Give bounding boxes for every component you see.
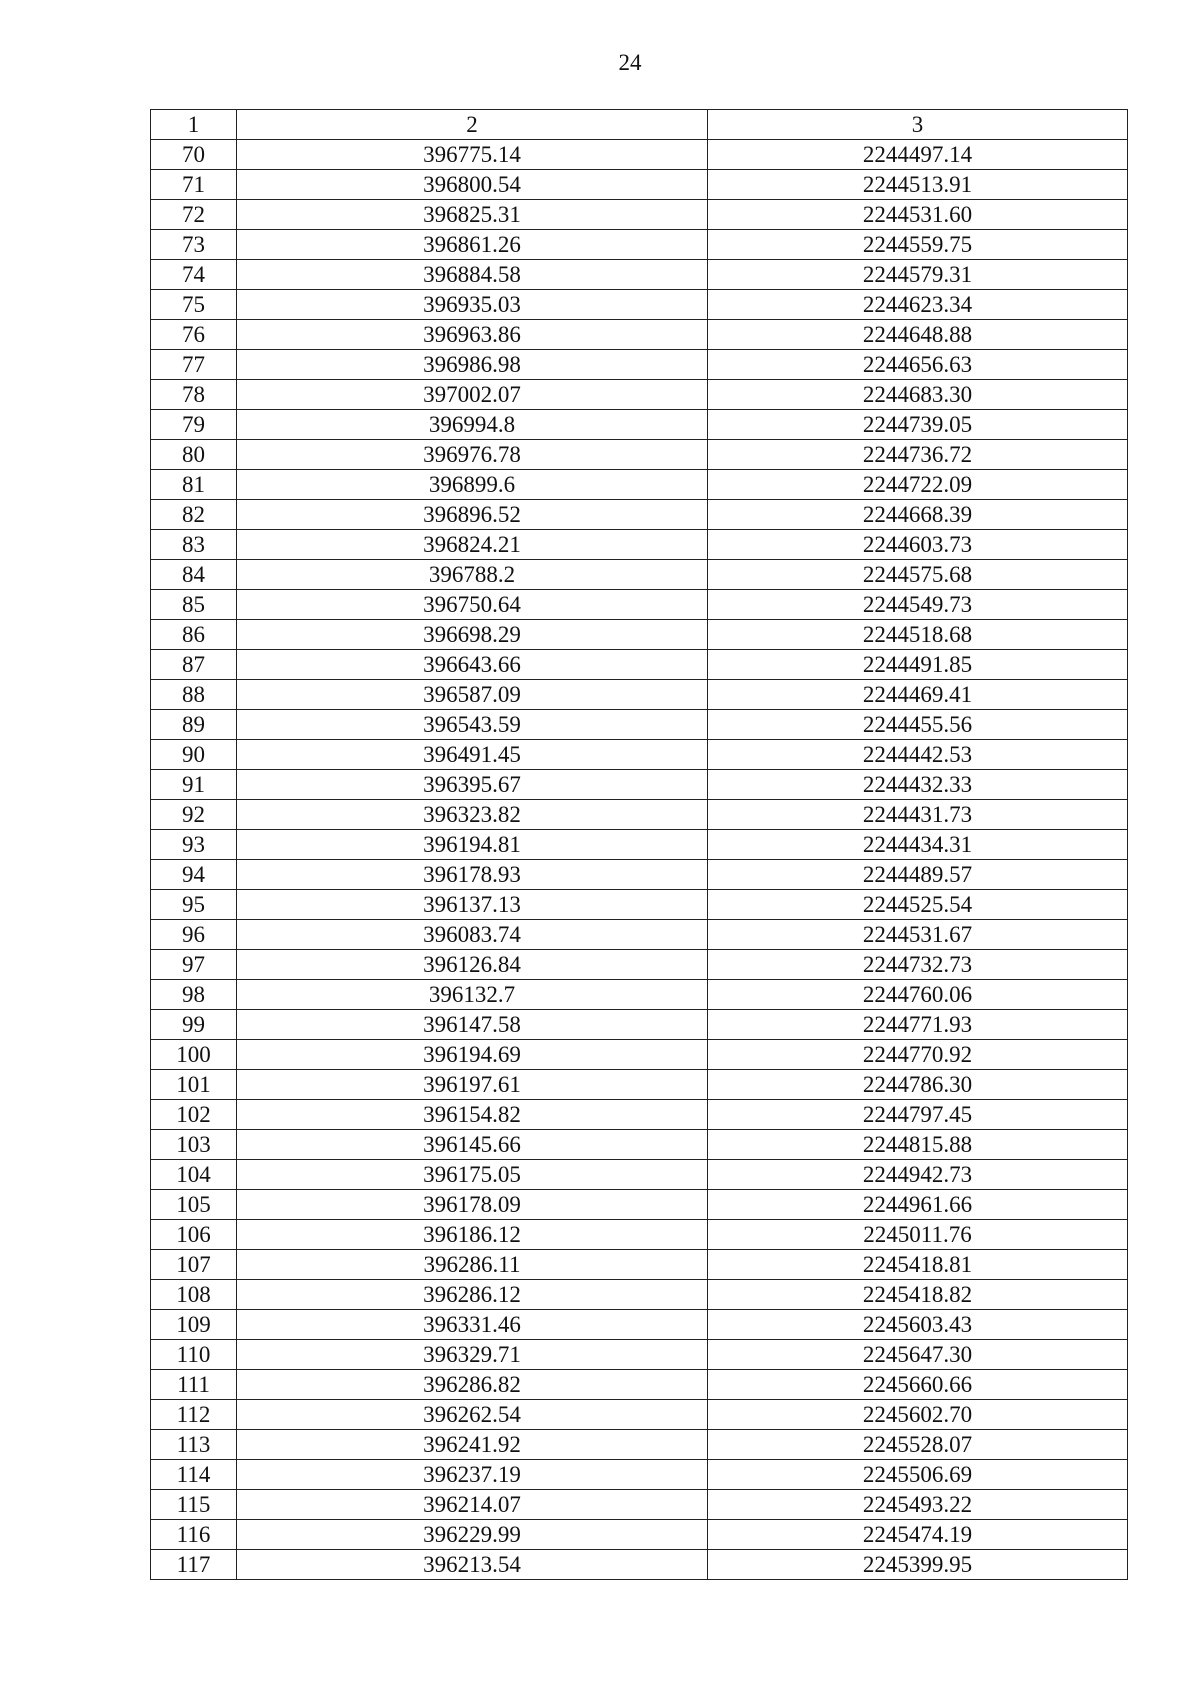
- x-coordinate-cell: 396750.64: [237, 590, 708, 620]
- y-coordinate-cell: 2244455.56: [708, 710, 1128, 740]
- x-coordinate-cell: 396214.07: [237, 1490, 708, 1520]
- x-coordinate-cell: 396899.6: [237, 470, 708, 500]
- x-coordinate-cell: 396788.2: [237, 560, 708, 590]
- table-row: [151, 1220, 1128, 1250]
- x-coordinate-cell: 396132.7: [237, 980, 708, 1010]
- table-row: [151, 470, 1128, 500]
- y-coordinate-cell: 2245493.22: [708, 1490, 1128, 1520]
- y-coordinate-cell: 2244575.68: [708, 560, 1128, 590]
- point-number-cell: 114: [151, 1460, 237, 1490]
- point-number-cell: 97: [151, 950, 237, 980]
- x-coordinate-cell: 396587.09: [237, 680, 708, 710]
- x-coordinate-cell: 396286.82: [237, 1370, 708, 1400]
- y-coordinate-cell: 2244489.57: [708, 860, 1128, 890]
- x-coordinate-cell: 396963.86: [237, 320, 708, 350]
- point-number-cell: 94: [151, 860, 237, 890]
- point-number-cell: 111: [151, 1370, 237, 1400]
- table-row: [151, 1040, 1128, 1070]
- y-coordinate-cell: 2244942.73: [708, 1160, 1128, 1190]
- point-number-cell: 92: [151, 800, 237, 830]
- x-coordinate-cell: 396197.61: [237, 1070, 708, 1100]
- x-coordinate-cell: 396286.11: [237, 1250, 708, 1280]
- table-row: [151, 1250, 1128, 1280]
- table-row: [151, 140, 1128, 170]
- table-row: [151, 830, 1128, 860]
- x-coordinate-cell: 396213.54: [237, 1550, 708, 1580]
- point-number-cell: 83: [151, 530, 237, 560]
- point-number-cell: 74: [151, 260, 237, 290]
- table-row: [151, 1310, 1128, 1340]
- table-row: [151, 1130, 1128, 1160]
- point-number-cell: 85: [151, 590, 237, 620]
- header-cell-1: 1: [151, 110, 237, 140]
- y-coordinate-cell: 2244525.54: [708, 890, 1128, 920]
- y-coordinate-cell: 2244770.92: [708, 1040, 1128, 1070]
- y-coordinate-cell: 2244531.67: [708, 920, 1128, 950]
- header-row: [151, 110, 1128, 140]
- y-coordinate-cell: 2245011.76: [708, 1220, 1128, 1250]
- y-coordinate-cell: 2244739.05: [708, 410, 1128, 440]
- point-number-cell: 110: [151, 1340, 237, 1370]
- point-number-cell: 98: [151, 980, 237, 1010]
- x-coordinate-cell: 396323.82: [237, 800, 708, 830]
- y-coordinate-cell: 2244518.68: [708, 620, 1128, 650]
- y-coordinate-cell: 2244497.14: [708, 140, 1128, 170]
- table-row: [151, 770, 1128, 800]
- point-number-cell: 91: [151, 770, 237, 800]
- point-number-cell: 96: [151, 920, 237, 950]
- y-coordinate-cell: 2244579.31: [708, 260, 1128, 290]
- y-coordinate-cell: 2245528.07: [708, 1430, 1128, 1460]
- y-coordinate-cell: 2244513.91: [708, 170, 1128, 200]
- table-row: [151, 1490, 1128, 1520]
- coordinates-table: [150, 109, 1128, 1580]
- y-coordinate-cell: 2244683.30: [708, 380, 1128, 410]
- x-coordinate-cell: 396178.93: [237, 860, 708, 890]
- x-coordinate-cell: 396154.82: [237, 1100, 708, 1130]
- x-coordinate-cell: 396824.21: [237, 530, 708, 560]
- x-coordinate-cell: 396543.59: [237, 710, 708, 740]
- table-body: [151, 140, 1128, 1580]
- y-coordinate-cell: 2244815.88: [708, 1130, 1128, 1160]
- y-coordinate-cell: 2244668.39: [708, 500, 1128, 530]
- point-number-cell: 86: [151, 620, 237, 650]
- x-coordinate-cell: 396329.71: [237, 1340, 708, 1370]
- table-row: [151, 320, 1128, 350]
- table-row: [151, 290, 1128, 320]
- point-number-cell: 104: [151, 1160, 237, 1190]
- table-row: [151, 590, 1128, 620]
- x-coordinate-cell: 396237.19: [237, 1460, 708, 1490]
- point-number-cell: 109: [151, 1310, 237, 1340]
- point-number-cell: 103: [151, 1130, 237, 1160]
- x-coordinate-cell: 396994.8: [237, 410, 708, 440]
- point-number-cell: 75: [151, 290, 237, 320]
- x-coordinate-cell: 396083.74: [237, 920, 708, 950]
- x-coordinate-cell: 396698.29: [237, 620, 708, 650]
- point-number-cell: 84: [151, 560, 237, 590]
- y-coordinate-cell: 2244722.09: [708, 470, 1128, 500]
- point-number-cell: 78: [151, 380, 237, 410]
- x-coordinate-cell: 396178.09: [237, 1190, 708, 1220]
- table-row: [151, 920, 1128, 950]
- x-coordinate-cell: 396194.69: [237, 1040, 708, 1070]
- point-number-cell: 101: [151, 1070, 237, 1100]
- point-number-cell: 112: [151, 1400, 237, 1430]
- x-coordinate-cell: 396175.05: [237, 1160, 708, 1190]
- header-cell-2: 2: [237, 110, 708, 140]
- point-number-cell: 71: [151, 170, 237, 200]
- table-row: [151, 950, 1128, 980]
- table-row: [151, 560, 1128, 590]
- point-number-cell: 82: [151, 500, 237, 530]
- x-coordinate-cell: 396643.66: [237, 650, 708, 680]
- point-number-cell: 106: [151, 1220, 237, 1250]
- x-coordinate-cell: 396186.12: [237, 1220, 708, 1250]
- point-number-cell: 73: [151, 230, 237, 260]
- x-coordinate-cell: 396896.52: [237, 500, 708, 530]
- y-coordinate-cell: 2244648.88: [708, 320, 1128, 350]
- table-row: [151, 380, 1128, 410]
- table-row: [151, 1340, 1128, 1370]
- x-coordinate-cell: 396331.46: [237, 1310, 708, 1340]
- x-coordinate-cell: 396194.81: [237, 830, 708, 860]
- x-coordinate-cell: 396145.66: [237, 1130, 708, 1160]
- table-row: [151, 1190, 1128, 1220]
- y-coordinate-cell: 2244797.45: [708, 1100, 1128, 1130]
- y-coordinate-cell: 2245474.19: [708, 1520, 1128, 1550]
- x-coordinate-cell: 396861.26: [237, 230, 708, 260]
- table-row: [151, 740, 1128, 770]
- table-row: [151, 1400, 1128, 1430]
- point-number-cell: 81: [151, 470, 237, 500]
- header-cell-3: 3: [708, 110, 1128, 140]
- x-coordinate-cell: 396229.99: [237, 1520, 708, 1550]
- point-number-cell: 90: [151, 740, 237, 770]
- point-number-cell: 100: [151, 1040, 237, 1070]
- y-coordinate-cell: 2245647.30: [708, 1340, 1128, 1370]
- table-row: [151, 1430, 1128, 1460]
- x-coordinate-cell: 396286.12: [237, 1280, 708, 1310]
- y-coordinate-cell: 2244549.73: [708, 590, 1128, 620]
- y-coordinate-cell: 2245602.70: [708, 1400, 1128, 1430]
- x-coordinate-cell: 396395.67: [237, 770, 708, 800]
- x-coordinate-cell: 396775.14: [237, 140, 708, 170]
- table-row: [151, 1010, 1128, 1040]
- table-row: [151, 710, 1128, 740]
- point-number-cell: 87: [151, 650, 237, 680]
- point-number-cell: 80: [151, 440, 237, 470]
- point-number-cell: 88: [151, 680, 237, 710]
- table-row: [151, 1550, 1128, 1580]
- table-row: [151, 1280, 1128, 1310]
- point-number-cell: 76: [151, 320, 237, 350]
- point-number-cell: 107: [151, 1250, 237, 1280]
- x-coordinate-cell: 396884.58: [237, 260, 708, 290]
- y-coordinate-cell: 2244432.33: [708, 770, 1128, 800]
- point-number-cell: 102: [151, 1100, 237, 1130]
- point-number-cell: 77: [151, 350, 237, 380]
- y-coordinate-cell: 2244786.30: [708, 1070, 1128, 1100]
- table-row: [151, 860, 1128, 890]
- table-row: [151, 980, 1128, 1010]
- table-row: [151, 650, 1128, 680]
- x-coordinate-cell: 396935.03: [237, 290, 708, 320]
- point-number-cell: 93: [151, 830, 237, 860]
- table-row: [151, 680, 1128, 710]
- y-coordinate-cell: 2244434.31: [708, 830, 1128, 860]
- table-row: [151, 170, 1128, 200]
- table-row: [151, 890, 1128, 920]
- x-coordinate-cell: 396491.45: [237, 740, 708, 770]
- point-number-cell: 89: [151, 710, 237, 740]
- point-number-cell: 70: [151, 140, 237, 170]
- x-coordinate-cell: 396137.13: [237, 890, 708, 920]
- x-coordinate-cell: 397002.07: [237, 380, 708, 410]
- table-row: [151, 350, 1128, 380]
- table-row: [151, 200, 1128, 230]
- point-number-cell: 99: [151, 1010, 237, 1040]
- point-number-cell: 105: [151, 1190, 237, 1220]
- table-row: [151, 1100, 1128, 1130]
- table-row: [151, 1070, 1128, 1100]
- table-row: [151, 1520, 1128, 1550]
- y-coordinate-cell: 2244623.34: [708, 290, 1128, 320]
- table-header: [151, 110, 1128, 140]
- y-coordinate-cell: 2244961.66: [708, 1190, 1128, 1220]
- point-number-cell: 113: [151, 1430, 237, 1460]
- x-coordinate-cell: 396825.31: [237, 200, 708, 230]
- x-coordinate-cell: 396126.84: [237, 950, 708, 980]
- x-coordinate-cell: 396241.92: [237, 1430, 708, 1460]
- table-row: [151, 230, 1128, 260]
- y-coordinate-cell: 2244771.93: [708, 1010, 1128, 1040]
- table-row: [151, 260, 1128, 290]
- table-row: [151, 410, 1128, 440]
- table-row: [151, 500, 1128, 530]
- y-coordinate-cell: 2244469.41: [708, 680, 1128, 710]
- y-coordinate-cell: 2245603.43: [708, 1310, 1128, 1340]
- table-row: [151, 1370, 1128, 1400]
- point-number-cell: 115: [151, 1490, 237, 1520]
- table-row: [151, 800, 1128, 830]
- x-coordinate-cell: 396800.54: [237, 170, 708, 200]
- y-coordinate-cell: 2245506.69: [708, 1460, 1128, 1490]
- y-coordinate-cell: 2245418.81: [708, 1250, 1128, 1280]
- y-coordinate-cell: 2244431.73: [708, 800, 1128, 830]
- y-coordinate-cell: 2244531.60: [708, 200, 1128, 230]
- y-coordinate-cell: 2244656.63: [708, 350, 1128, 380]
- y-coordinate-cell: 2244442.53: [708, 740, 1128, 770]
- table-row: [151, 1460, 1128, 1490]
- point-number-cell: 108: [151, 1280, 237, 1310]
- x-coordinate-cell: 396986.98: [237, 350, 708, 380]
- point-number-cell: 116: [151, 1520, 237, 1550]
- table-row: [151, 530, 1128, 560]
- table-row: [151, 620, 1128, 650]
- table-row: [151, 440, 1128, 470]
- point-number-cell: 95: [151, 890, 237, 920]
- y-coordinate-cell: 2245660.66: [708, 1370, 1128, 1400]
- y-coordinate-cell: 2244736.72: [708, 440, 1128, 470]
- table-row: [151, 1160, 1128, 1190]
- point-number-cell: 117: [151, 1550, 237, 1580]
- y-coordinate-cell: 2245399.95: [708, 1550, 1128, 1580]
- y-coordinate-cell: 2244559.75: [708, 230, 1128, 260]
- y-coordinate-cell: 2244732.73: [708, 950, 1128, 980]
- point-number-cell: 79: [151, 410, 237, 440]
- x-coordinate-cell: 396147.58: [237, 1010, 708, 1040]
- y-coordinate-cell: 2244603.73: [708, 530, 1128, 560]
- x-coordinate-cell: 396262.54: [237, 1400, 708, 1430]
- y-coordinate-cell: 2245418.82: [708, 1280, 1128, 1310]
- x-coordinate-cell: 396976.78: [237, 440, 708, 470]
- y-coordinate-cell: 2244491.85: [708, 650, 1128, 680]
- point-number-cell: 72: [151, 200, 237, 230]
- y-coordinate-cell: 2244760.06: [708, 980, 1128, 1010]
- page-number: 24: [618, 50, 642, 75]
